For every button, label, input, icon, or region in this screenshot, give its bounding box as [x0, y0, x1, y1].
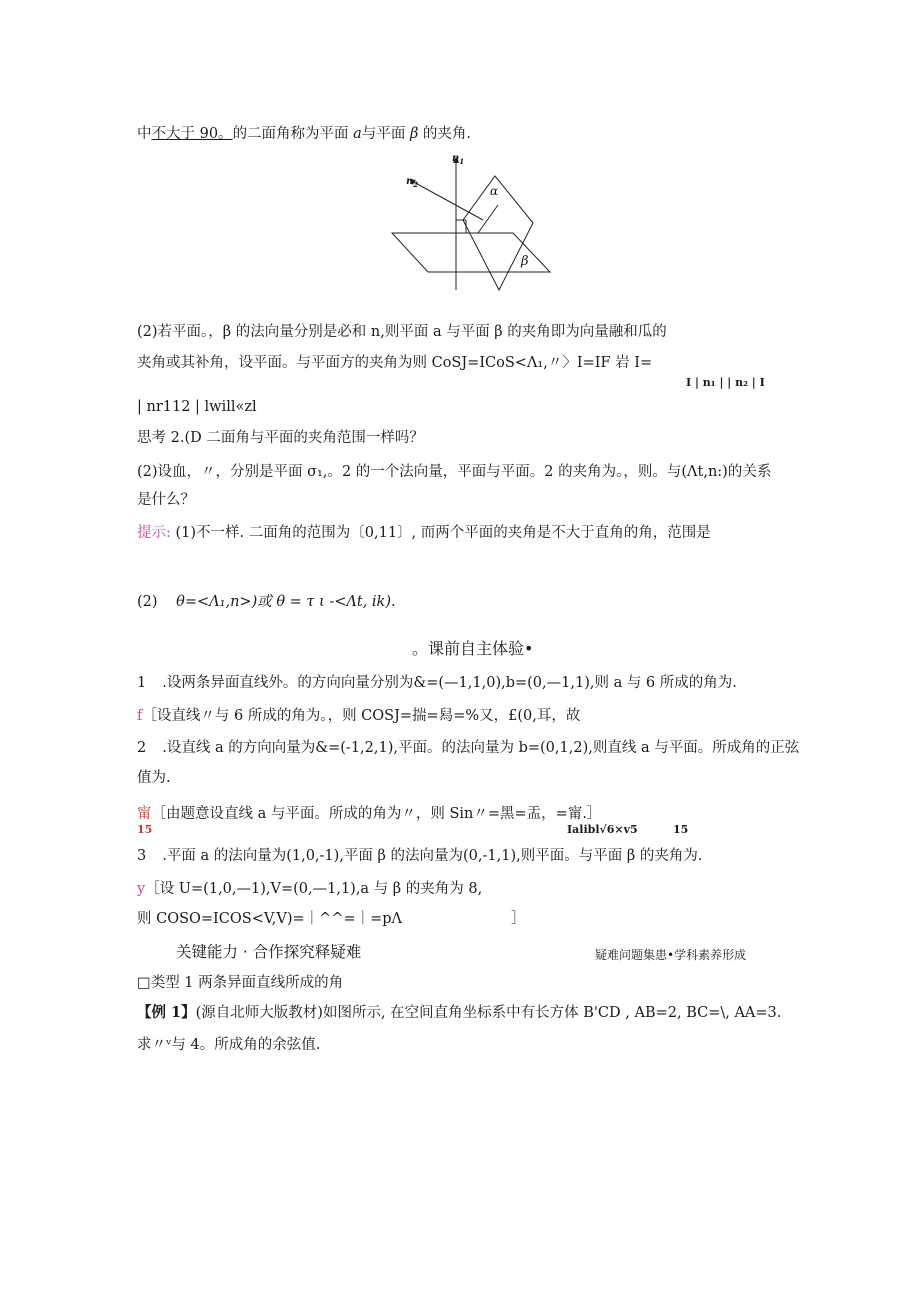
- section-subtitle-right: 疑难问题集患•学科素养形成: [595, 948, 747, 962]
- hint-label: 提示:: [137, 525, 171, 541]
- p2-line1: (2)若平面。，β 的法向量分别是必和 n,则平面 a 与平面 β 的夹角即为向量融和瓜的: [137, 324, 667, 340]
- hint-line: [137, 523, 711, 543]
- q3-line: [137, 846, 702, 866]
- hint-text: (1)不一样. 二面角的范围为〔0,11〕, 而两个平面的夹角是不大于直角的角，范围是: [170, 525, 711, 541]
- intro-beta: β: [409, 126, 419, 142]
- section-title-preview: 。课前自主体验•: [412, 639, 534, 658]
- q3-answer: [137, 879, 482, 899]
- type1-heading: □类型 1 两条异面直线所成的角: [137, 975, 344, 991]
- hint-line2-text: θ=<Λ₁,n>)或 θ = τ ι -<Λt, ik).: [176, 594, 396, 610]
- q3-answer-line2: 则 COSO=ICOS<V,V)=｜^^=｜=pΛ: [137, 911, 403, 927]
- dihedral-figure: [388, 150, 553, 295]
- q2-line: [137, 738, 799, 758]
- q2-answer: [137, 804, 601, 824]
- label-beta: β: [521, 254, 529, 269]
- hint-line2: [137, 592, 396, 612]
- q2-num: 2: [137, 740, 147, 756]
- example-label: 【例 1】: [137, 1004, 196, 1021]
- q2-text: .设直线 a 的方向向量为&=(-1,2,1),平面。的法向量为 b=(0,1,2),则直线 a 与平面。所成角的正弦: [162, 740, 800, 756]
- think-line1: 思考 2.(D 二面角与平面的夹角范围一样吗？: [137, 430, 424, 446]
- p2-line3: | nr112 | lwill«zl: [137, 399, 257, 415]
- intro-underlined: 不大于 90。: [151, 126, 233, 142]
- label-n1: $n_1$: [452, 153, 465, 166]
- normal-n2: [410, 180, 483, 220]
- example-text: (源自北师大版教材)如图所示, 在空间直角坐标系中有长方体 B'CD , AB=2, BC=\, AA=3.: [195, 1005, 782, 1021]
- intro-suffix: 的二面角称为平面: [232, 126, 354, 142]
- q1-line: [137, 673, 737, 693]
- q2-foot-mid: Ialibl√6×v5: [567, 823, 638, 836]
- q1-num: 1: [137, 675, 147, 691]
- think-line2: (2)设血，〃，分别是平面 σ₁,。2 的一个法向量，平面与平面。2 的夹角为。，则。与(Λt,n:)的关系: [137, 464, 772, 480]
- q1-text: .设两条异面直线外。的方向向量分别为&=(—1,1,0),b=(0,—1,1),则 a 与 6 所成的角为.: [162, 675, 737, 691]
- example-line: [137, 1003, 781, 1023]
- hint-line2-num: (2): [137, 594, 158, 610]
- intro-mid: 与平面: [361, 126, 410, 142]
- q2-answer-text: ［由题意设直线 a 与平面。所成的角为〃，则 Sin〃=黑=盂，=甯.］: [151, 806, 602, 822]
- intro-line: [137, 124, 471, 144]
- q2-answer-mark: 甯: [137, 806, 152, 822]
- section-title-key-ability: 关键能力 · 合作探究释疑难: [176, 943, 362, 961]
- q3-text: .平面 a 的法向量为(1,0,-1),平面 β 的法向量为(0,-1,1),则平面。与平面 β 的夹角为.: [162, 848, 703, 864]
- intro-alpha: a: [353, 126, 362, 142]
- think-line3: 是什么？: [137, 492, 195, 508]
- q1-answer-mark: f: [137, 708, 143, 724]
- q1-answer-text: ［设直线〃与 6 所成的角为。，则 COSJ=揣=舄=%又，£(0,耳，故: [142, 708, 581, 724]
- q3-num: 3: [137, 848, 147, 864]
- label-alpha: α: [490, 184, 499, 198]
- q1-answer: [137, 706, 580, 726]
- planes-diagram: [388, 150, 553, 295]
- q2-foot-right: 15: [673, 823, 689, 836]
- p2-denominator: I | n₁ | | n₂ | I: [686, 376, 765, 389]
- q3-bracket: ］: [511, 911, 526, 927]
- q3-answer-text: ［设 U=(1,0,—1),V=(0,—1,1),a 与 β 的夹角为 8,: [145, 881, 483, 897]
- intro-prefix: 中: [137, 126, 152, 142]
- p2-line2: 夹角或其补角，设平面。与平面方的夹角为则 CoSJ=ICoS<Λ₁,〃〉I=IF 岩 I=: [137, 355, 653, 371]
- label-n2: $n_2$: [406, 176, 419, 189]
- q3-answer-mark: y: [137, 881, 146, 897]
- example-line2: 求〃ᵛ与 4。所成角的余弦值.: [137, 1037, 321, 1053]
- q2-foot-left: 15: [137, 823, 153, 836]
- intro-end: 的夹角.: [418, 126, 472, 142]
- q2-line2: 值为.: [137, 770, 171, 786]
